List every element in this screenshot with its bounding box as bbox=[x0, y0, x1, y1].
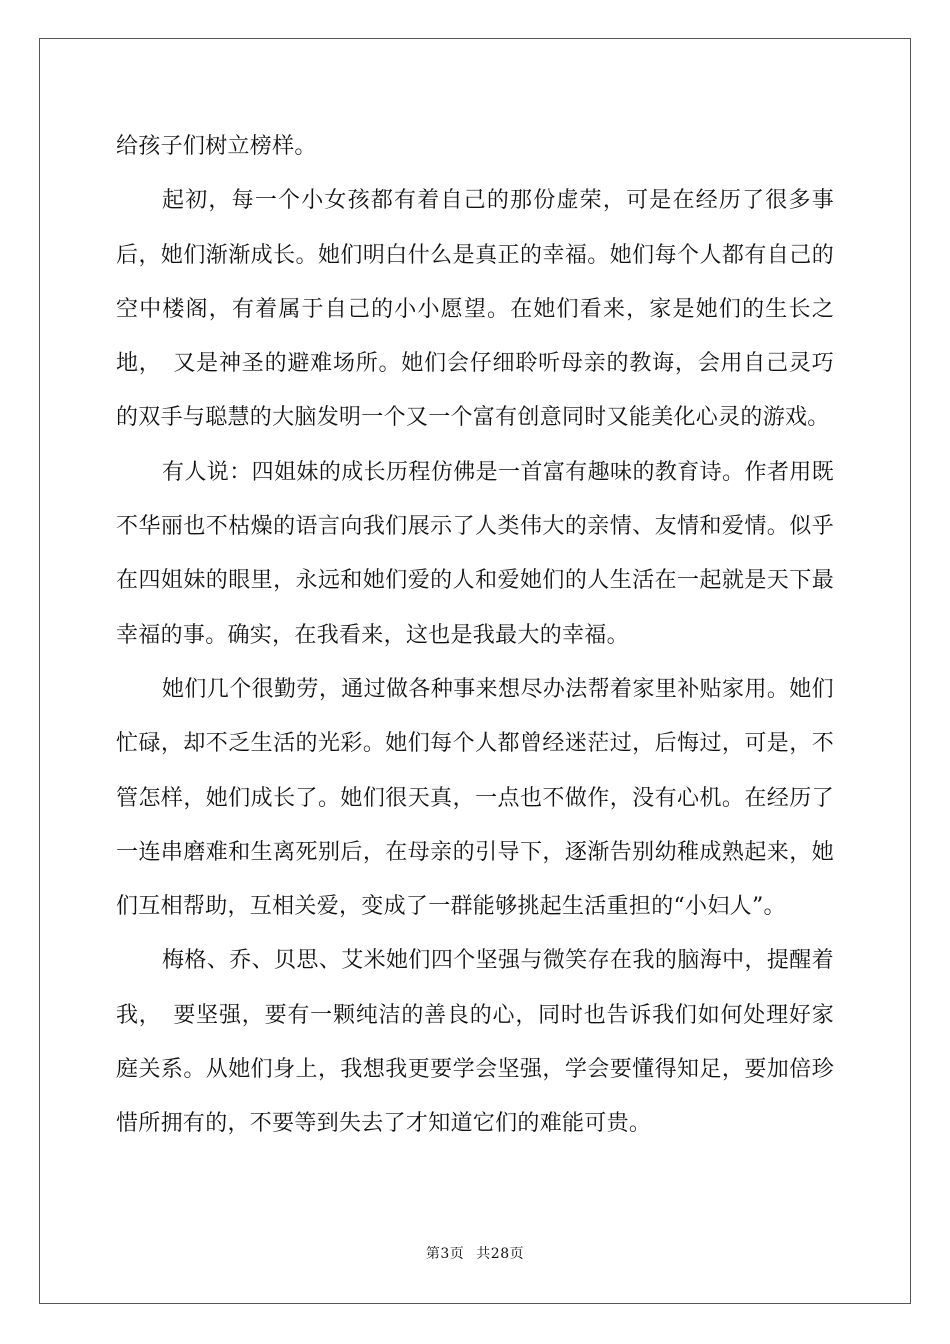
paragraph-5: 梅格、乔、贝思、艾米她们四个坚强与微笑存在我的脑海中，提醒着我， 要坚强，要有一颗纯洁的善良的心，同时也告诉我们如何处理好家庭关系。从她们身上，我想我更要学会坚强，学会要懂得知足，要加倍珍惜所拥有的，不要等到失去了才知道它们的难能可贵。 bbox=[116, 948, 834, 1137]
paragraph-1: 给孩子们树立榜样。 bbox=[116, 134, 317, 159]
current-page-number: 第3页 bbox=[425, 1246, 465, 1262]
total-page-count: 共28页 bbox=[476, 1246, 525, 1262]
paragraph-2: 起初，每一个小女孩都有着自己的那份虚荣，可是在经历了很多事后，她们渐渐成长。她们明白什么是真正的幸福。她们每个人都有自己的空中楼阁，有着属于自己的小小愿望。在她们看来，家是她们的生长之地， 又是神圣的避难场所。她们会仔细聆听母亲的教诲，会用自己灵巧的双手与聪慧的大脑发明一个又一个富有创意同时又能美化心灵的游戏。 bbox=[116, 188, 834, 431]
page-footer bbox=[0, 1243, 950, 1263]
paragraph-4: 她们几个很勤劳，通过做各种事来想尽办法帮着家里补贴家用。她们忙碌，却不乏生活的光彩。她们每个人都曾经迷茫过，后悔过，可是，不管怎样，她们成长了。她们很天真，一点也不做作，没有心机。在经历了一连串磨难和生离死别后，在母亲的引导下，逐渐告别幼稚成熟起来，她们互相帮助，互相关爱，变成了一群能够挑起生活重担的“小妇人”。 bbox=[116, 676, 834, 920]
document-body bbox=[116, 120, 834, 1152]
paragraph-3: 有人说：四姐妹的成长历程仿佛是一首富有趣味的教育诗。作者用既不华丽也不枯燥的语言向我们展示了人类伟大的亲情、友情和爱情。似乎在四姐妹的眼里，永远和她们爱的人和爱她们的人生活在一起就是天下最幸福的事。确实，在我看来，这也是我最大的幸福。 bbox=[116, 459, 834, 648]
